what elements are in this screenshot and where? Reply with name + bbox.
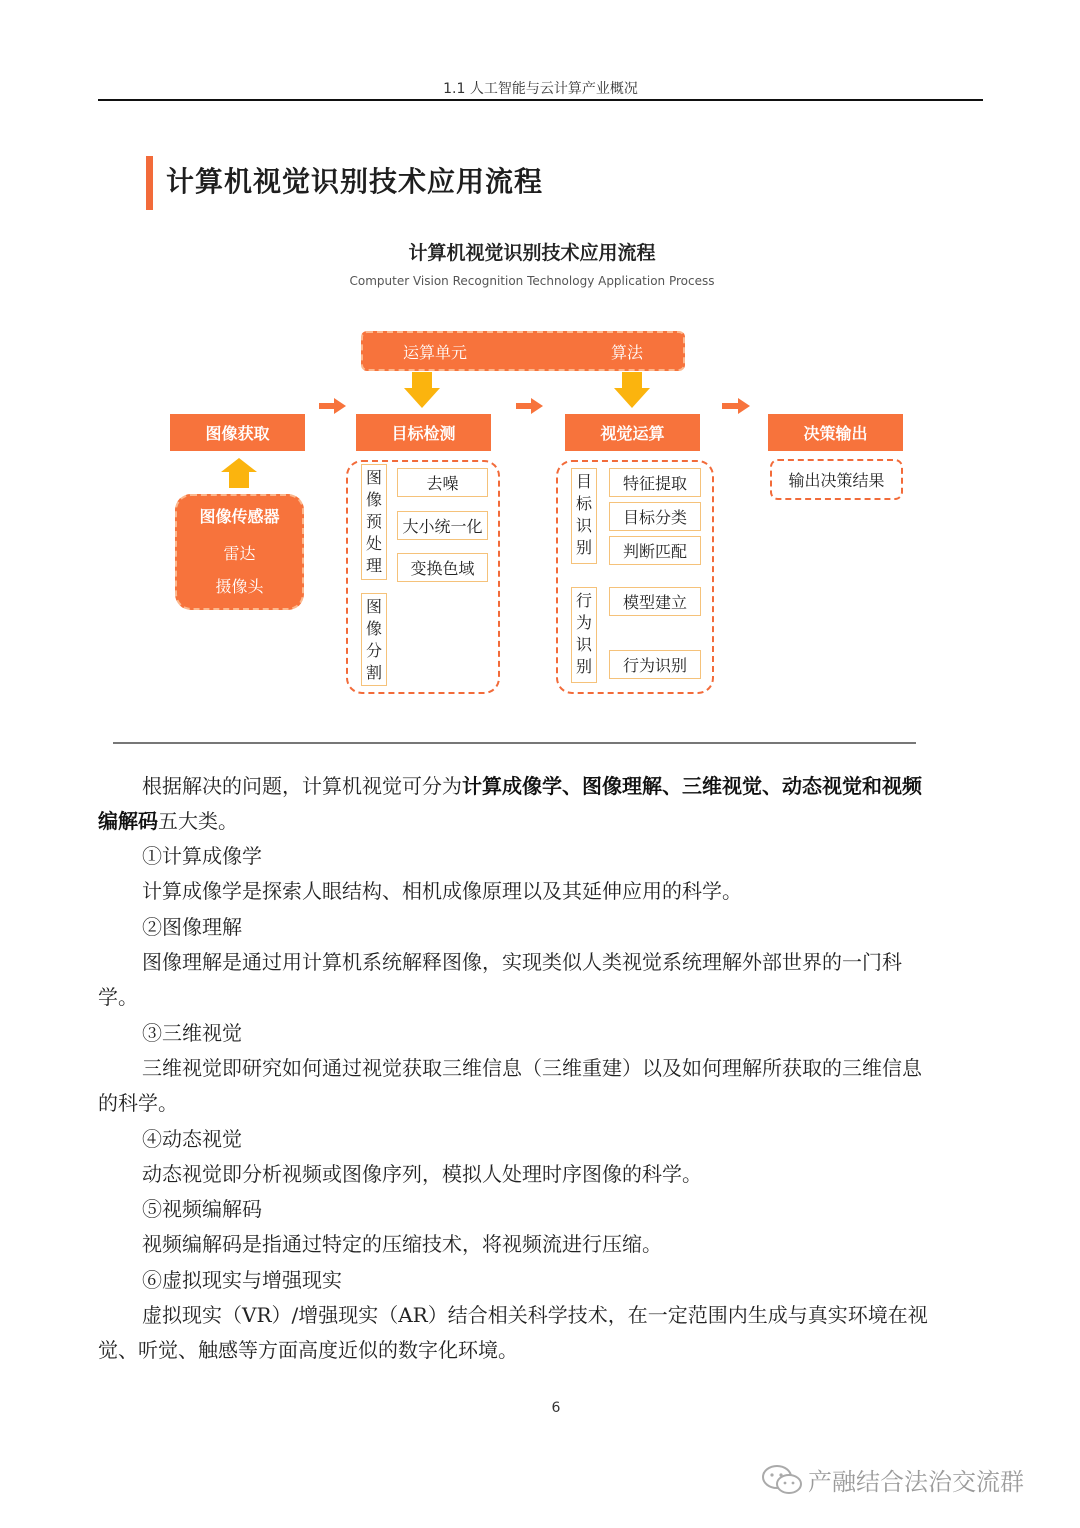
text-3d-vision-1: 三维视觉即研究如何通过视觉获取三维信息（三维重建）以及如何理解所获取的三维信息 [142,1056,922,1080]
segmentation-label: 图像分割 [361,593,387,686]
figure-title: 计算机视觉识别技术应用流程 [408,242,656,264]
behavior-recognition-label: 行为识别 [571,587,597,683]
sensor-radar: 雷达 [223,544,256,563]
heading-image-understanding: ②图像理解 [142,915,242,939]
text-vr-ar-1: 虚拟现实（VR）/增强现实（AR）结合相关科学技术，在一定范围内生成与真实环境在视 [142,1303,928,1327]
stage-vision-compute: 视觉运算 [565,414,700,451]
sensor-title: 图像传感器 [199,507,280,526]
intro-paragraph [98,769,988,839]
preprocess-denoise: 去噪 [397,468,488,497]
text-video-codec: 视频编解码是指通过特定的压缩技术，将视频流进行压缩。 [142,1232,662,1256]
behavior-model-build: 模型建立 [609,587,701,616]
intro-bold-cont: 编解码 [98,809,158,833]
text-3d-vision-2: 的科学。 [98,1091,178,1115]
arrow-right-icon [319,398,346,414]
stage-decision-output: 决策输出 [768,414,903,451]
heading-computational-imaging: ①计算成像学 [142,844,262,868]
arrow-right-icon [516,398,543,414]
preprocess-color-space: 变换色域 [397,553,488,582]
running-header: 1.1 人工智能与云计算产业概况 [443,81,638,97]
image-sensor-box [175,494,304,610]
top-bar-compute-unit: 运算单元 [403,342,468,362]
figure-bottom-rule [113,742,916,744]
flow-arrows [0,0,1080,740]
arrow-up-icon [221,458,257,488]
text-dynamic-vision: 动态视觉即分析视频或图像序列，模拟人处理时序图像的科学。 [142,1162,702,1186]
text-vr-ar-2: 觉、听觉、触感等方面高度近似的数字化环境。 [98,1338,518,1362]
arrow-down-icon [404,372,440,408]
page-number: 6 [551,1400,561,1416]
wechat-icon [760,1463,804,1497]
intro-prefix: 根据解决的问题，计算机视觉可分为 [142,774,462,798]
target-feature-extract: 特征提取 [609,468,701,497]
text-image-understanding-2: 学。 [98,985,138,1009]
flow-diagram [0,0,1080,740]
intro-suffix: 五大类。 [158,809,238,833]
watermark [760,1462,1024,1497]
arrow-down-icon [614,372,650,408]
behavior-recognize: 行为识别 [609,650,701,679]
heading-video-codec: ⑤视频编解码 [142,1197,262,1221]
target-recognition-label: 目标识别 [571,468,597,564]
stage-image-acquisition: 图像获取 [170,414,305,451]
heading-vr-ar: ⑥虚拟现实与增强现实 [142,1268,342,1292]
stage-object-detection: 目标检测 [356,414,491,451]
sensor-camera: 摄像头 [215,577,264,596]
watermark-text: 产融结合法治交流群 [808,1468,1024,1496]
decision-output-result: 输出决策结果 [770,459,903,500]
section-title: 计算机视觉识别技术应用流程 [166,165,544,198]
intro-bold: 计算成像学、图像理解、三维视觉、动态视觉和视频 [462,774,922,798]
heading-3d-vision: ③三维视觉 [142,1021,242,1045]
preprocess-label: 图像预处理 [361,464,387,580]
target-classify: 目标分类 [609,502,701,531]
text-computational-imaging: 计算成像学是探索人眼结构、相机成像原理以及其延伸应用的科学。 [142,879,742,903]
preprocess-resize: 大小统一化 [397,511,488,540]
target-match: 判断匹配 [609,536,701,565]
arrow-right-icon [722,398,750,414]
heading-dynamic-vision: ④动态视觉 [142,1127,242,1151]
text-image-understanding-1: 图像理解是通过用计算机系统解释图像，实现类似人类视觉系统理解外部世界的一门科 [142,950,902,974]
top-bar-algorithm: 算法 [610,342,643,362]
figure-subtitle: Computer Vision Recognition Technology Application Process [349,274,715,288]
